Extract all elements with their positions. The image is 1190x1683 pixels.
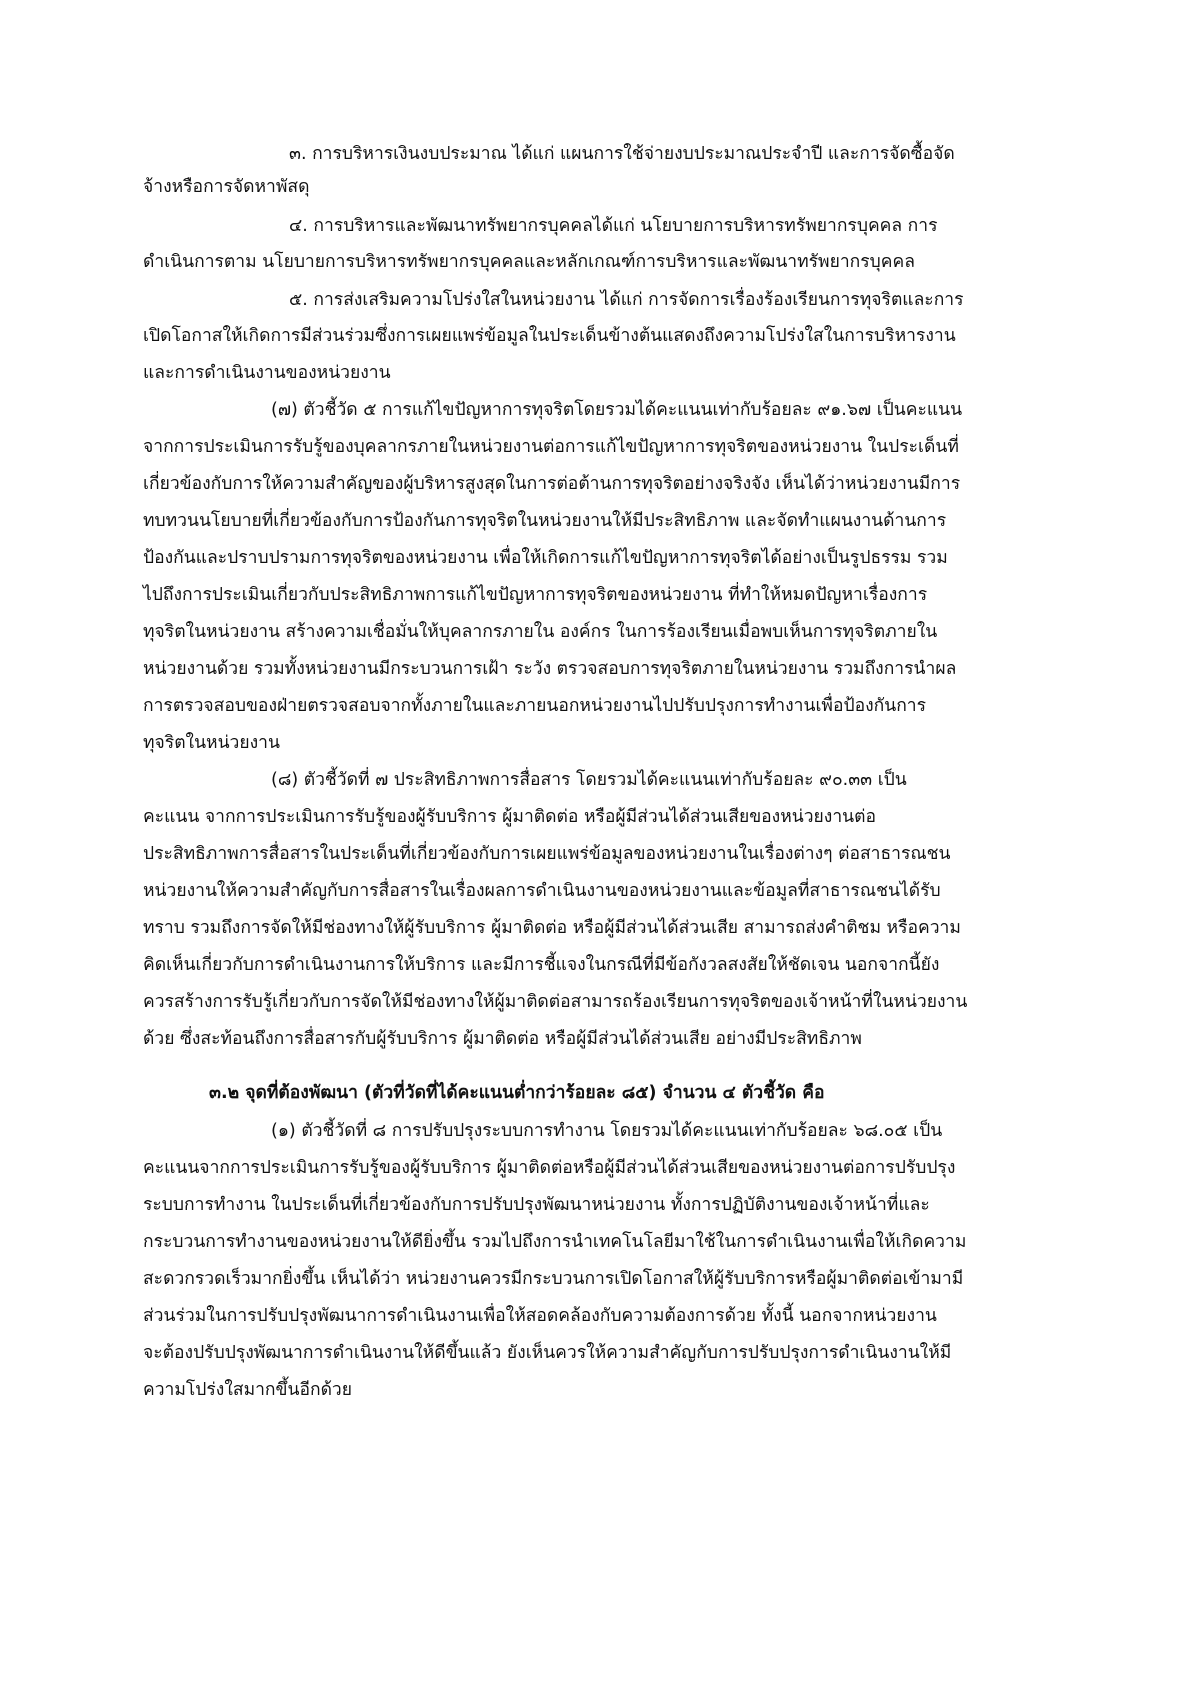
- text-line: ควรสร้างการรับรู้เกี่ยวกับการจัดให้มีช่องทางให้ผู้มาติดต่อสามารถร้องเรียนการทุจริตของเจ้าหน้าที่ในหน่วยงาน: [143, 992, 968, 1012]
- text-line: ความโปร่งใสมากขึ้นอีกด้วย: [143, 1380, 353, 1400]
- text-line: ป้องกันและปราบปรามการทุจริตของหน่วยงาน เพื่อให้เกิดการแก้ไขปัญหาการทุจริตได้อย่างเป็นรูปธรรม รวม: [143, 548, 948, 568]
- text-line: เกี่ยวข้องกับการให้ความสำคัญของผู้บริหารสูงสุดในการต่อต้านการทุจริตอย่างจริงจัง เห็นได้ว่าหน่วยงานมีการ: [143, 474, 961, 494]
- text-line: (๗) ตัวชี้วัด ๕ การแก้ไขปัญหาการทุจริตโดยรวมได้คะแนนเท่ากับร้อยละ ๙๑.๖๗ เป็นคะแนน: [271, 400, 963, 420]
- text-line: (๘) ตัวชี้วัดที่ ๗ ประสิทธิภาพการสื่อสาร โดยรวมได้คะแนนเท่ากับร้อยละ ๙๐.๓๓ เป็น: [271, 770, 907, 790]
- text-line: การตรวจสอบของฝ่ายตรวจสอบจากทั้งภายในและภายนอกหน่วยงานไปปรับปรุงการทำงานเพื่อป้องกันการ: [143, 696, 927, 716]
- text-line: ๕. การส่งเสริมความโปร่งใสในหน่วยงาน ได้แก่ การจัดการเรื่องร้องเรียนการทุจริตและการ: [289, 290, 964, 310]
- text-line: ทุจริตในหน่วยงาน: [143, 733, 280, 753]
- text-line: ไปถึงการประเมินเกี่ยวกับประสิทธิภาพการแก้ไขปัญหาการทุจริตของหน่วยงาน ที่ทำให้หมดปัญหาเรื่องการ: [143, 585, 928, 605]
- text-line: ๓. การบริหารเงินงบประมาณ ได้แก่ แผนการใช้จ่ายงบประมาณประจำปี และการจัดซื้อจัด: [289, 144, 955, 164]
- text-line: ส่วนร่วมในการปรับปรุงพัฒนาการดำเนินงานเพื่อให้สอดคล้องกับความต้องการด้วย ทั้งนี้ นอกจากหน่วยงาน: [143, 1306, 937, 1326]
- text-line: จ้างหรือการจัดหาพัสดุ: [143, 177, 310, 197]
- text-line: สะดวกรวดเร็วมากยิ่งขึ้น เห็นได้ว่า หน่วยงานควรมีกระบวนการเปิดโอกาสให้ผู้รับบริการหรือผู้มาติดต่อเข้ามามี: [143, 1269, 964, 1289]
- text-line: หน่วยงานด้วย รวมทั้งหน่วยงานมีกระบวนการเฝ้า ระวัง ตรวจสอบการทุจริตภายในหน่วยงาน รวมถึงการนำผล: [143, 659, 957, 679]
- text-line: คิดเห็นเกี่ยวกับการดำเนินงานการให้บริการ และมีการชี้แจงในกรณีที่มีข้อกังวลสงสัยให้ชัดเจน นอกจากนี้ยัง: [143, 955, 940, 975]
- text-line: จะต้องปรับปรุงพัฒนาการดำเนินงานให้ดีขึ้นแล้ว ยังเห็นควรให้ความสำคัญกับการปรับปรุงการดำเนินงานให้มี: [143, 1343, 952, 1363]
- text-line: เปิดโอกาสให้เกิดการมีส่วนร่วมซึ่งการเผยแพร่ข้อมูลในประเด็นข้างต้นแสดงถึงความโปร่งใสในการบริหารงาน: [143, 326, 956, 346]
- text-line: ระบบการทำงาน ในประเด็นที่เกี่ยวข้องกับการปรับปรุงพัฒนาหน่วยงาน ทั้งการปฏิบัติงานของเจ้าหน้าที่และ: [143, 1195, 930, 1215]
- text-line: ทราบ รวมถึงการจัดให้มีช่องทางให้ผู้รับบริการ ผู้มาติดต่อ หรือผู้มีส่วนได้ส่วนเสีย สามารถส่งคำติชม หรือความ: [143, 918, 961, 938]
- text-line: กระบวนการทำงานของหน่วยงานให้ดียิ่งขึ้น รวมไปถึงการนำเทคโนโลยีมาใช้ในการดำเนินงานเพื่อให้เกิดความ: [143, 1232, 967, 1252]
- text-line: จากการประเมินการรับรู้ของบุคลากรภายในหน่วยงานต่อการแก้ไขปัญหาการทุจริตของหน่วยงาน ในประเด็นที่: [143, 437, 959, 457]
- section-heading: ๓.๒ จุดที่ต้องพัฒนา (ตัวที่วัดที่ได้คะแนนต่ำกว่าร้อยละ ๘๕) จำนวน ๔ ตัวชี้วัด คือ: [209, 1083, 825, 1103]
- text-line: ดำเนินการตาม นโยบายการบริหารทรัพยากรบุคคลและหลักเกณฑ์การบริหารและพัฒนาทรัพยากรบุคคล: [143, 252, 915, 272]
- text-line: หน่วยงานให้ความสำคัญกับการสื่อสารในเรื่องผลการดำเนินงานของหน่วยงานและข้อมูลที่สาธารณชนได้รับ: [143, 881, 941, 901]
- text-line: ๔. การบริหารและพัฒนาทรัพยากรบุคคลได้แก่ นโยบายการบริหารทรัพยากรบุคคล การ: [289, 216, 938, 236]
- text-line: และการดำเนินงานของหน่วยงาน: [143, 363, 391, 383]
- text-line: ด้วย ซึ่งสะท้อนถึงการสื่อสารกับผู้รับบริการ ผู้มาติดต่อ หรือผู้มีส่วนได้ส่วนเสีย อย่างมีประสิทธิภาพ: [143, 1029, 862, 1049]
- text-line: ทบทวนนโยบายที่เกี่ยวข้องกับการป้องกันการทุจริตในหน่วยงานให้มีประสิทธิภาพ และจัดทำแผนงานด้านการ: [143, 511, 947, 531]
- text-line: คะแนน จากการประเมินการรับรู้ของผู้รับบริการ ผู้มาติดต่อ หรือผู้มีส่วนได้ส่วนเสียของหน่วยงานต่อ: [143, 807, 877, 827]
- text-line: ทุจริตในหน่วยงาน สร้างความเชื่อมั่นให้บุคลากรภายใน องค์กร ในการร้องเรียนเมื่อพบเห็นการทุจริตภายใน: [143, 622, 938, 642]
- text-line: คะแนนจากการประเมินการรับรู้ของผู้รับบริการ ผู้มาติดต่อหรือผู้มีส่วนได้ส่วนเสียของหน่วยงานต่อการปรับปรุง: [143, 1158, 956, 1178]
- text-line: ประสิทธิภาพการสื่อสารในประเด็นที่เกี่ยวข้องกับการเผยแพร่ข้อมูลของหน่วยงานในเรื่องต่างๆ ต่อสาธารณชน: [143, 844, 951, 864]
- text-line: (๑) ตัวชี้วัดที่ ๘ การปรับปรุงระบบการทำงาน โดยรวมได้คะแนนเท่ากับร้อยละ ๖๘.๐๕ เป็น: [271, 1121, 943, 1141]
